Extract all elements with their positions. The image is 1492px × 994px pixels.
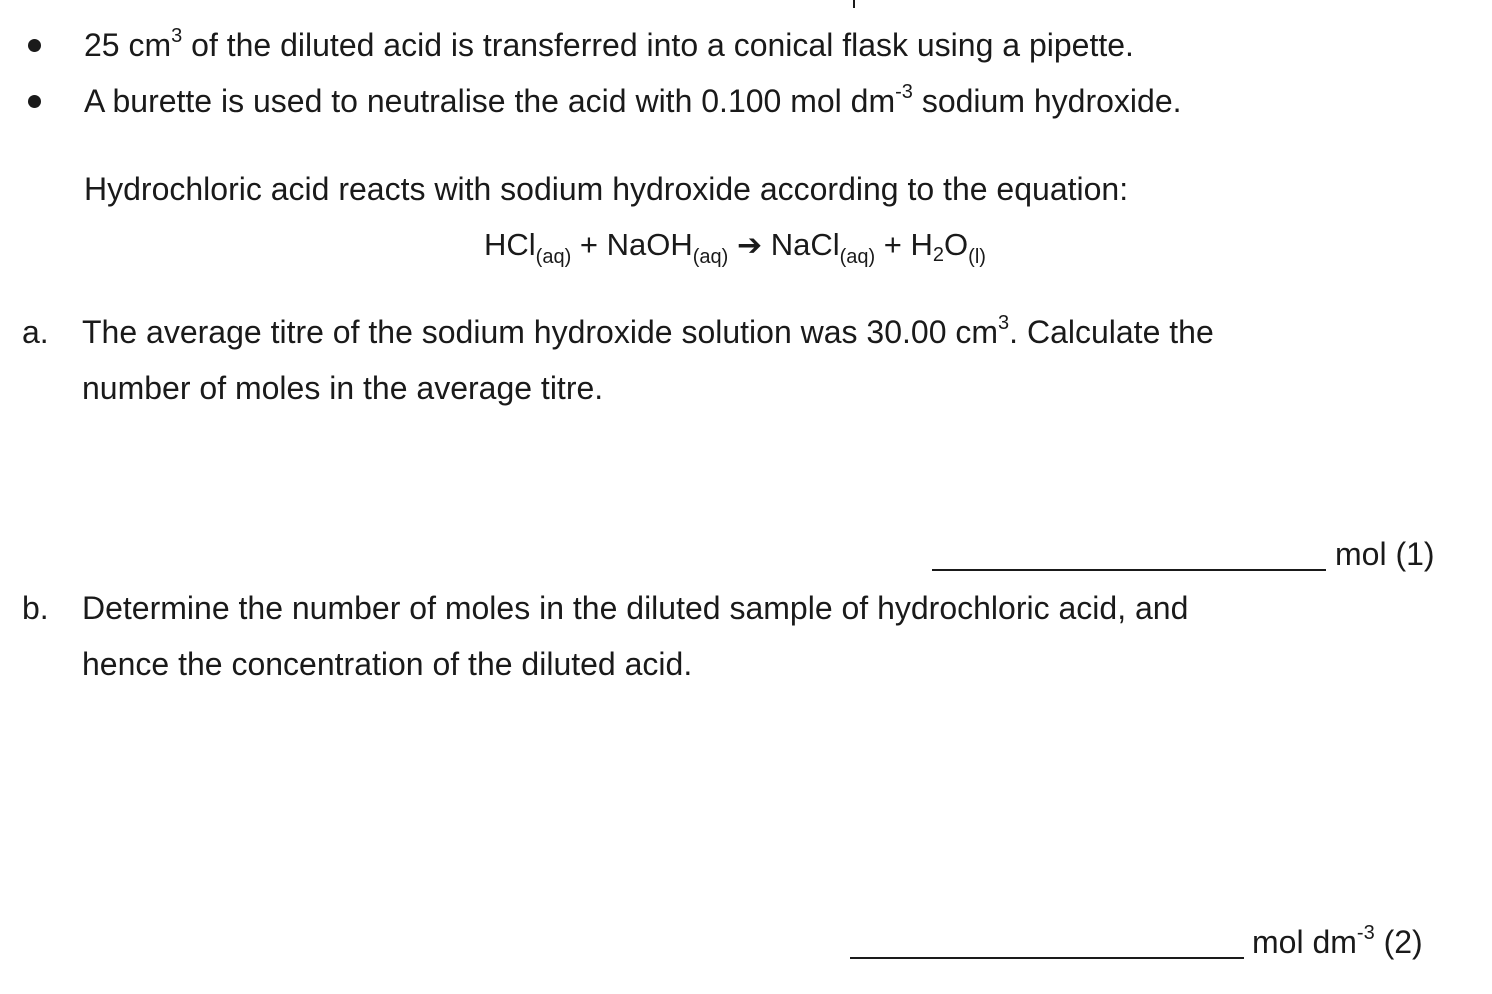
question-a-superscript: 3 bbox=[998, 312, 1010, 334]
state-water: (l) bbox=[968, 246, 986, 268]
state-naoh: (aq) bbox=[692, 246, 729, 268]
equation-intro: Hydrochloric acid reacts with sodium hydroxide according to the equation: bbox=[84, 171, 1129, 207]
formula-hcl: HCl bbox=[484, 227, 536, 262]
question-b-line-2: hence the concentration of the diluted acid. bbox=[82, 646, 693, 682]
formula-water-subscript: 2 bbox=[932, 244, 945, 266]
answer-line-a[interactable] bbox=[932, 569, 1326, 571]
formula-water-h: H bbox=[910, 227, 933, 262]
question-b-marker: b. bbox=[22, 590, 49, 626]
bullet-1-part-a: 25 cm bbox=[84, 27, 172, 63]
bullet-2-part-b: sodium hydroxide. bbox=[912, 83, 1182, 119]
chemical-equation bbox=[484, 226, 986, 276]
question-a-marker: a. bbox=[22, 314, 49, 350]
question-a-line-1 bbox=[82, 313, 1214, 351]
bullet-text-1 bbox=[84, 26, 1134, 64]
answer-unit-b bbox=[1252, 923, 1423, 961]
bullet-1-part-b: of the diluted acid is transferred into a conical flask using a pipette. bbox=[182, 27, 1134, 63]
answer-unit-b-superscript: -3 bbox=[1356, 922, 1375, 944]
bullet-dot-1 bbox=[28, 39, 41, 52]
answer-unit-a: mol (1) bbox=[1335, 536, 1435, 572]
bullet-dot-2 bbox=[28, 95, 41, 108]
reaction-arrow-icon: ➔ bbox=[736, 229, 763, 262]
answer-unit-b-marks: (2) bbox=[1374, 924, 1423, 960]
bullet-2-part-a: A burette is used to neutralise the acid with 0.100 mol dm bbox=[84, 83, 896, 119]
question-a-text-1: The average titre of the sodium hydroxide solution was 30.00 cm bbox=[82, 314, 999, 350]
bullet-1-superscript: 3 bbox=[171, 25, 183, 47]
top-tick-mark bbox=[853, 0, 855, 8]
formula-naoh: NaOH bbox=[606, 227, 693, 262]
bullet-2-superscript: -3 bbox=[895, 81, 913, 103]
formula-water-o: O bbox=[944, 227, 969, 262]
question-a-text-2: . Calculate the bbox=[1009, 314, 1214, 350]
question-b-line-1: Determine the number of moles in the diluted sample of hydrochloric acid, and bbox=[82, 590, 1189, 626]
answer-line-b[interactable] bbox=[850, 957, 1244, 959]
bullet-text-2 bbox=[84, 82, 1182, 120]
plus-sign-1: + bbox=[571, 227, 607, 262]
formula-nacl: NaCl bbox=[770, 227, 840, 262]
state-hcl: (aq) bbox=[535, 246, 572, 268]
state-nacl: (aq) bbox=[839, 246, 876, 268]
answer-unit-b-text: mol dm bbox=[1252, 924, 1357, 960]
question-a-line-2: number of moles in the average titre. bbox=[82, 370, 604, 406]
plus-sign-2: + bbox=[875, 227, 911, 262]
